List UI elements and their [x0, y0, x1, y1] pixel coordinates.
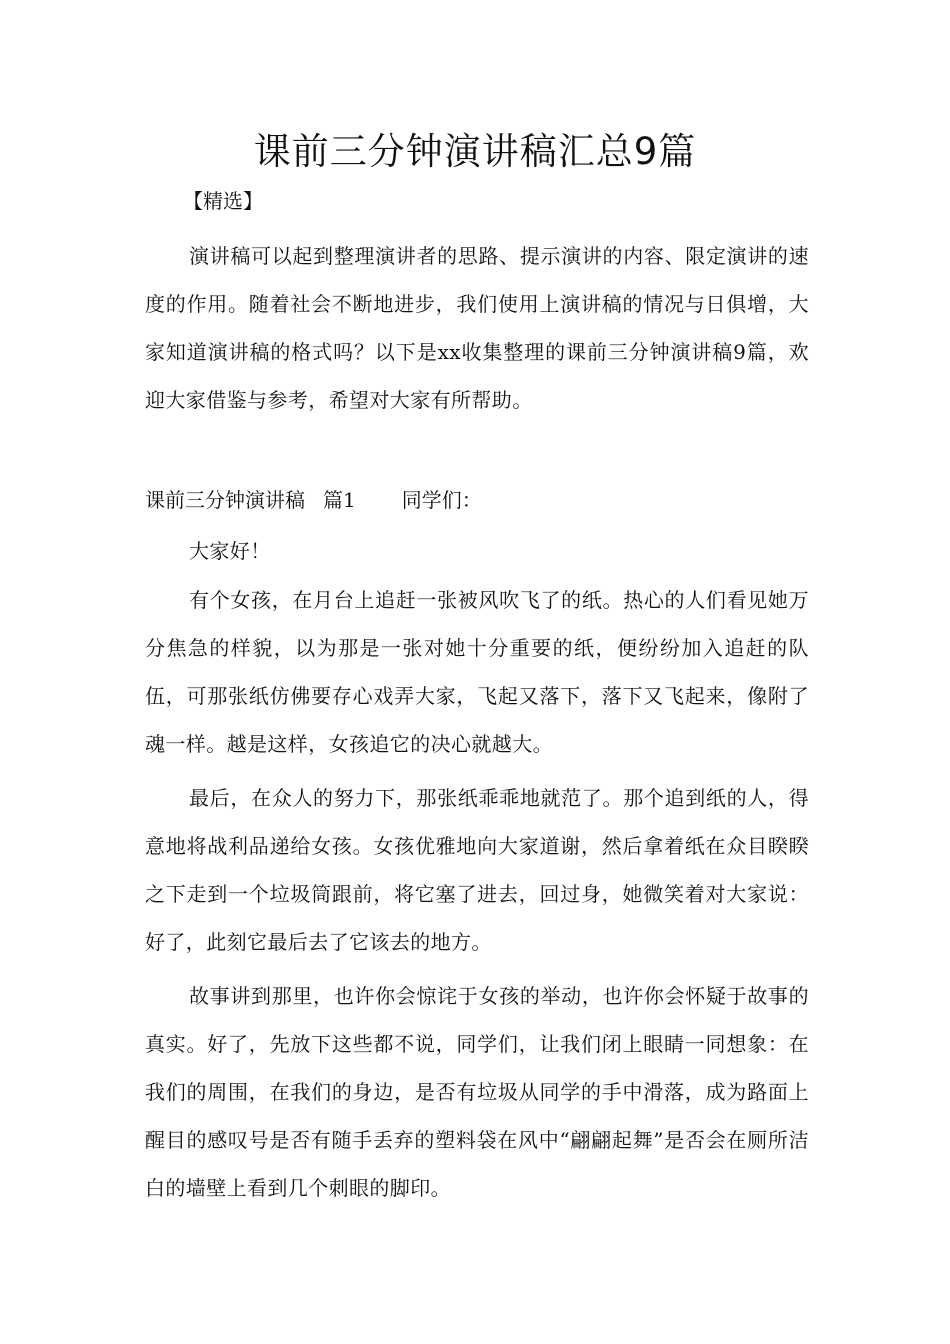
body-paragraph: 有个女孩，在月台上追赶一张被风吹飞了的纸。热心的人们看见她万分焦急的样貌，以为那是一张对她十分重要的纸，便纷纷加入追赶的队伍，可那张纸仿佛要存心戏弄大家，飞起又落下，落下又飞起来，像附了魂一样。越是这样，女孩追它的决心就越大。: [145, 588, 809, 756]
section-heading: [145, 484, 482, 516]
body-paragraph: 大家好！: [189, 539, 271, 563]
section-heading-title: 课前三分钟演讲稿: [145, 488, 305, 512]
body-paragraph: 最后，在众人的努力下，那张纸乖乖地就范了。那个追到纸的人，得意地将战利品递给女孩。女孩优雅地向大家道谢，然后拿着纸在众目睽睽之下走到一个垃圾筒跟前，将它塞了进去，回过身，她微笑着对大家说：好了，此刻它最后去了它该去的地方。: [145, 786, 809, 954]
body-paragraph: 故事讲到那里，也许你会惊诧于女孩的举动，也许你会怀疑于故事的真实。好了，先放下这些都不说，同学们，让我们闭上眼睛一同想象：在我们的周围，在我们的身边，是否有垃圾从同学的手中滑落，成为路面上醒目的感叹号是否有随手丢弃的塑料袋在风中“翩翩起舞”是否会在厕所洁白的墙壁上看到几个刺眼的脚印。: [145, 984, 809, 1200]
document-tag: 【精选】: [183, 189, 263, 213]
document-title: 课前三分钟演讲稿汇总9篇: [253, 130, 697, 173]
section-heading-number: 篇1: [323, 488, 356, 512]
intro-paragraph: 演讲稿可以起到整理演讲者的思路、提示演讲的内容、限定演讲的速度的作用。随着社会不断地进步，我们使用上演讲稿的情况与日俱增，大家知道演讲稿的格式吗？以下是xx收集整理的课前三分钟演讲稿9篇，欢迎大家借鉴与参考，希望对大家有所帮助。: [145, 244, 809, 412]
section-greeting: 同学们：: [401, 488, 482, 512]
